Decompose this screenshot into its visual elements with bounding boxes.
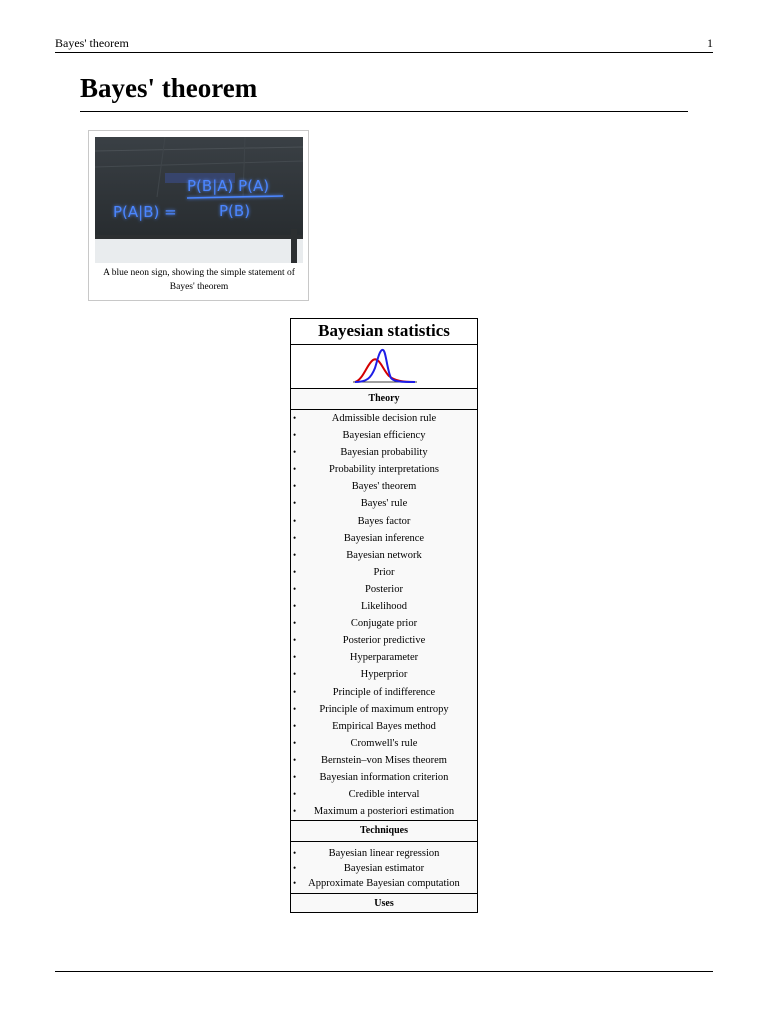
page-number: 1 xyxy=(707,36,713,50)
infobox-link-item[interactable]: • Bayesian inference xyxy=(291,530,477,547)
infobox-link-item[interactable]: • Principle of maximum entropy xyxy=(291,701,477,718)
infobox-link-item[interactable]: • Cromwell's rule xyxy=(291,735,477,752)
infobox-link-item[interactable]: • Prior xyxy=(291,564,477,581)
infobox-link-item[interactable]: • Bayes' rule xyxy=(291,495,477,512)
infobox-link-item[interactable]: • Admissible decision rule xyxy=(291,410,477,427)
infobox-link-item[interactable]: • Bayesian information criterion xyxy=(291,769,477,786)
theory-list xyxy=(291,410,477,820)
neon-numerator: P(B|A) P(A) xyxy=(187,177,270,195)
section-header-uses: Uses xyxy=(291,893,477,914)
infobox-image[interactable] xyxy=(291,345,477,389)
section-header-theory: Theory xyxy=(291,389,477,410)
title-rule xyxy=(80,111,688,112)
page-title: Bayes' theorem xyxy=(80,73,258,103)
infobox-link-item[interactable]: • Conjugate prior xyxy=(291,615,477,632)
infobox-link-item[interactable]: • Empirical Bayes method xyxy=(291,718,477,735)
neon-denominator: P(B) xyxy=(219,202,251,220)
infobox-link-item[interactable]: • Bayes' theorem xyxy=(291,478,477,495)
infobox-link-item[interactable]: • Approximate Bayesian computation xyxy=(291,876,477,891)
section-header-techniques: Techniques xyxy=(291,820,477,842)
infobox-link-item[interactable]: • Posterior xyxy=(291,581,477,598)
infobox-title: Bayesian statistics xyxy=(291,319,477,345)
infobox-link-item[interactable]: • Hyperparameter xyxy=(291,649,477,666)
running-title: Bayes' theorem xyxy=(55,36,129,50)
figure-box xyxy=(88,130,309,301)
infobox-link-item[interactable]: • Probability interpretations xyxy=(291,461,477,478)
infobox-link-item[interactable]: • Bayes factor xyxy=(291,513,477,530)
infobox-link-item[interactable]: • Bayesian estimator xyxy=(291,861,477,876)
figure-caption: A blue neon sign, showing the simple statement of Bayes' theorem xyxy=(103,268,295,292)
infobox-link-item[interactable]: • Bayesian probability xyxy=(291,444,477,461)
neon-lhs: P(A|B) = xyxy=(113,203,177,221)
distribution-curves-icon xyxy=(353,348,417,386)
infobox-link-item[interactable]: • Posterior predictive xyxy=(291,632,477,649)
infobox-link-item[interactable]: • Bayesian efficiency xyxy=(291,427,477,444)
techniques-list xyxy=(291,842,477,893)
infobox-link-item[interactable]: • Bayesian linear regression xyxy=(291,846,477,861)
neon-sign-photo[interactable] xyxy=(95,137,303,263)
header-rule xyxy=(55,52,713,53)
infobox-link-item[interactable]: • Hyperprior xyxy=(291,666,477,683)
infobox-link-item[interactable]: • Principle of indifference xyxy=(291,684,477,701)
neon-sign-image xyxy=(95,137,303,263)
infobox-link-item[interactable]: • Likelihood xyxy=(291,598,477,615)
infobox-link-item[interactable]: • Bayesian network xyxy=(291,547,477,564)
infobox-link-item[interactable]: • Bernstein–von Mises theorem xyxy=(291,752,477,769)
infobox-bayesian-statistics xyxy=(290,318,478,913)
infobox-link-item[interactable]: • Credible interval xyxy=(291,786,477,803)
infobox-link-item[interactable]: • Maximum a posteriori estimation xyxy=(291,803,477,820)
footer-rule xyxy=(55,971,713,972)
